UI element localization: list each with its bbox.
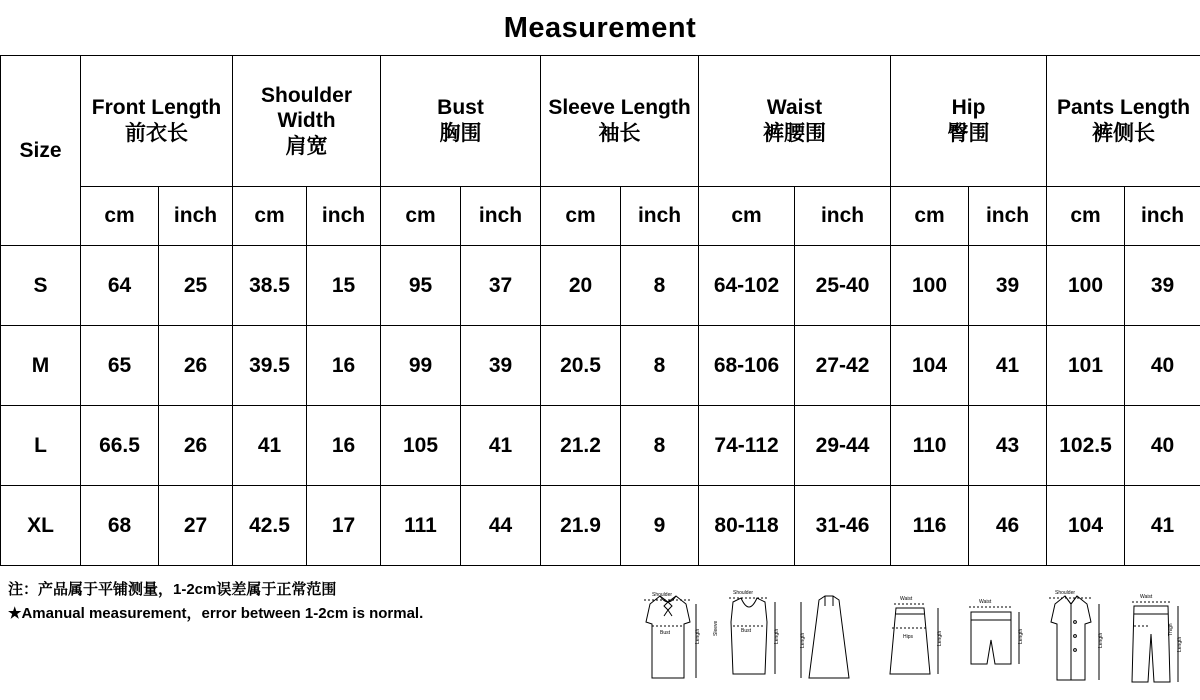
row-size-label: M <box>1 326 81 406</box>
column-header-sleeve-length <box>541 56 699 187</box>
svg-text:Length: Length <box>1017 628 1024 644</box>
note-english: ★Amanual measurement，error between 1-2cm is normal. <box>8 605 424 622</box>
cell-value: 39 <box>461 326 541 406</box>
cell-value: 66.5 <box>81 406 159 486</box>
unit-cell: inch <box>621 187 699 246</box>
cell-value: 65 <box>81 326 159 406</box>
column-header-front-length <box>81 56 233 187</box>
cell-value: 21.9 <box>541 486 621 566</box>
cell-value: 16 <box>307 326 381 406</box>
cell-value: 27-42 <box>795 326 891 406</box>
cell-value: 17 <box>307 486 381 566</box>
cell-value: 104 <box>1047 486 1125 566</box>
unit-cell: inch <box>159 187 233 246</box>
cell-value: 26 <box>159 406 233 486</box>
table-row <box>1 406 1200 486</box>
shorts-figure <box>953 582 1029 700</box>
unit-cell: inch <box>969 187 1047 246</box>
cell-value: 64 <box>81 246 159 326</box>
cell-value: 101 <box>1047 326 1125 406</box>
blouse-figure <box>630 582 706 700</box>
table-row <box>1 326 1200 406</box>
cell-value: 39 <box>969 246 1047 326</box>
unit-cell: cm <box>233 187 307 246</box>
svg-text:Waist: Waist <box>1139 594 1153 600</box>
bust-cn: 胸围 <box>439 122 482 145</box>
cell-value: 8 <box>621 246 699 326</box>
sleeve-length-cn: 袖长 <box>598 122 641 145</box>
svg-text:Length: Length <box>1098 632 1105 648</box>
pants-length-en: Pants Length <box>1057 96 1191 120</box>
svg-text:Length: Length <box>936 630 943 646</box>
svg-text:Waist: Waist <box>899 596 913 602</box>
svg-text:Bust: Bust <box>740 628 751 634</box>
column-header-hip <box>891 56 1047 187</box>
cell-value: 44 <box>461 486 541 566</box>
cell-value: 68-106 <box>699 326 795 406</box>
table-header-row <box>1 56 1200 187</box>
column-header-shoulder-width <box>233 56 381 187</box>
cell-value: 41 <box>1125 486 1200 566</box>
cell-value: 27 <box>159 486 233 566</box>
front-length-en: Front Length <box>91 96 222 120</box>
cell-value: 38.5 <box>233 246 307 326</box>
cell-value: 37 <box>461 246 541 326</box>
svg-text:Shoulder: Shoulder <box>652 592 673 598</box>
svg-text:Sleeve: Sleeve <box>712 620 719 636</box>
cell-value: 111 <box>381 486 461 566</box>
measurement-notes <box>8 578 608 626</box>
cell-value: 40 <box>1125 406 1200 486</box>
cell-value: 8 <box>621 406 699 486</box>
cell-value: 99 <box>381 326 461 406</box>
cell-value: 29-44 <box>795 406 891 486</box>
cell-value: 8 <box>621 326 699 406</box>
pants-length-cn: 裤侧长 <box>1092 122 1156 145</box>
svg-text:Hips: Hips <box>902 634 913 640</box>
bust-en: Bust <box>437 96 484 120</box>
waist-en: Waist <box>766 96 823 120</box>
dress-figure <box>791 582 867 700</box>
cell-value: 41 <box>233 406 307 486</box>
hip-cn: 臀围 <box>947 122 990 145</box>
unit-cell: inch <box>1125 187 1200 246</box>
unit-cell: cm <box>81 187 159 246</box>
cell-value: 95 <box>381 246 461 326</box>
row-size-label: S <box>1 246 81 326</box>
svg-text:Length: Length <box>773 628 780 644</box>
cell-value: 31-46 <box>795 486 891 566</box>
cell-value: 102.5 <box>1047 406 1125 486</box>
front-length-cn: 前衣长 <box>125 122 188 145</box>
cell-value: 68 <box>81 486 159 566</box>
svg-text:Thigh: Thigh <box>1167 623 1174 636</box>
svg-text:Length: Length <box>800 632 807 648</box>
pants-figure <box>1114 582 1190 700</box>
svg-text:Length: Length <box>1176 636 1183 652</box>
svg-text:Waist: Waist <box>978 599 991 605</box>
unit-cell: cm <box>381 187 461 246</box>
shoulder-width-en: Shoulder Width <box>260 83 352 133</box>
cell-value: 80-118 <box>699 486 795 566</box>
cell-value: 39.5 <box>233 326 307 406</box>
cell-value: 64-102 <box>699 246 795 326</box>
column-header-waist <box>699 56 891 187</box>
page-title: Measurement <box>503 12 697 44</box>
shoulder-width-cn: 肩宽 <box>285 134 328 158</box>
cell-value: 20.5 <box>541 326 621 406</box>
cell-value: 9 <box>621 486 699 566</box>
hip-en: Hip <box>951 96 986 120</box>
unit-cell: cm <box>1047 187 1125 246</box>
cell-value: 74-112 <box>699 406 795 486</box>
row-size-label: XL <box>1 486 81 566</box>
camisole-figure <box>711 582 787 700</box>
svg-text:Length: Length <box>695 628 701 644</box>
cell-value: 41 <box>969 326 1047 406</box>
svg-text:Shoulder: Shoulder <box>1055 590 1076 596</box>
size-table <box>0 55 1200 566</box>
coat-figure <box>1033 582 1109 700</box>
cell-value: 25-40 <box>795 246 891 326</box>
unit-cell: cm <box>891 187 969 246</box>
cell-value: 100 <box>891 246 969 326</box>
footer <box>0 570 1200 700</box>
cell-value: 21.2 <box>541 406 621 486</box>
column-header-pants-length <box>1047 56 1200 187</box>
cell-value: 43 <box>969 406 1047 486</box>
cell-value: 42.5 <box>233 486 307 566</box>
sleeve-length-en: Sleeve Length <box>548 96 691 120</box>
cell-value: 16 <box>307 406 381 486</box>
note-chinese: 注：产品属于平铺测量，1-2cm误差属于正常范围 <box>8 581 337 598</box>
cell-value: 40 <box>1125 326 1200 406</box>
column-header-size: Size <box>1 56 81 246</box>
svg-text:Bust: Bust <box>660 630 671 636</box>
unit-cell: cm <box>541 187 621 246</box>
cell-value: 46 <box>969 486 1047 566</box>
unit-cell: inch <box>795 187 891 246</box>
cell-value: 100 <box>1047 246 1125 326</box>
unit-cell: inch <box>307 187 381 246</box>
cell-value: 110 <box>891 406 969 486</box>
svg-text:Shoulder: Shoulder <box>732 590 753 596</box>
cell-value: 15 <box>307 246 381 326</box>
garment-diagrams <box>630 572 1190 700</box>
cell-value: 116 <box>891 486 969 566</box>
cell-value: 39 <box>1125 246 1200 326</box>
cell-value: 41 <box>461 406 541 486</box>
cell-value: 25 <box>159 246 233 326</box>
cell-value: 20 <box>541 246 621 326</box>
unit-row <box>1 187 1200 246</box>
cell-value: 105 <box>381 406 461 486</box>
table-row <box>1 486 1200 566</box>
unit-cell: inch <box>461 187 541 246</box>
column-header-bust <box>381 56 541 187</box>
cell-value: 104 <box>891 326 969 406</box>
table-row <box>1 246 1200 326</box>
skirt-figure <box>872 582 948 700</box>
cell-value: 26 <box>159 326 233 406</box>
waist-cn: 裤腰围 <box>763 122 827 145</box>
row-size-label: L <box>1 406 81 486</box>
unit-cell: cm <box>699 187 795 246</box>
